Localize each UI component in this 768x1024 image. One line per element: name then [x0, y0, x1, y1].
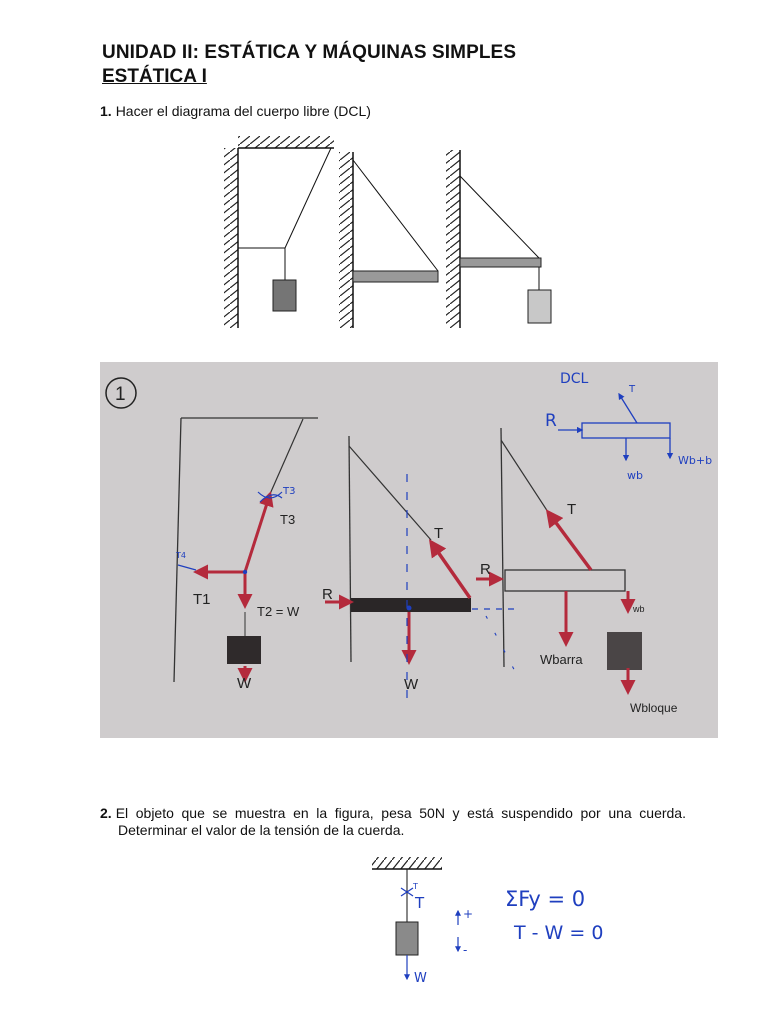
- p2-label-w: W: [414, 971, 427, 986]
- label-w-left: W: [237, 675, 252, 692]
- label-dcl: DCL: [560, 371, 589, 387]
- label-t3-top: T3: [283, 486, 296, 497]
- label-r-mid: R: [322, 586, 333, 603]
- label-r-right: R: [480, 561, 491, 578]
- label-w-bloque: Wbloque: [630, 701, 678, 715]
- p2-equation: T - W = 0: [514, 922, 604, 944]
- label-wb-dcl: wb: [627, 469, 643, 482]
- label-t3: T3: [280, 512, 296, 527]
- p2-label-minus: -: [463, 943, 468, 957]
- problem-2-block: [396, 922, 418, 955]
- p2-sum-fy: ΣFy = 0: [505, 887, 586, 911]
- label-t4: T4: [176, 551, 186, 560]
- problem-2-text: El objeto que se muestra en la figura, pesa 50N y está suspendido por una cuerda. Determinar el valor de la tensión de la cuerda.: [115, 805, 686, 838]
- label-w-barra: Wbarra: [540, 652, 583, 667]
- problem-1-text: Hacer el diagrama del cuerpo libre (DCL): [115, 103, 371, 119]
- label-t2-w: T2 = W: [257, 604, 300, 619]
- label-t-mid: T: [434, 525, 444, 542]
- p2-label-plus: +: [463, 907, 474, 921]
- label-wb-right: wb: [633, 604, 645, 614]
- unit-title: UNIDAD II: ESTÁTICA Y MÁQUINAS SIMPLES: [102, 42, 517, 63]
- problem-1-number: 1.: [100, 103, 112, 119]
- circled-number-text: 1: [115, 384, 126, 405]
- label-r-dcl: R: [545, 411, 557, 431]
- label-t-right: T: [567, 501, 577, 518]
- label-w-mid: W: [404, 676, 419, 693]
- section-title: ESTÁTICA I: [102, 66, 207, 87]
- problem-2-number: 2.: [100, 805, 112, 821]
- label-wb-total: Wb+b: [678, 454, 713, 467]
- p2-label-t-small: T: [413, 882, 418, 891]
- p2-label-t: T: [415, 894, 425, 912]
- label-t-dcl: T: [629, 384, 636, 395]
- label-t1: T1: [193, 591, 211, 608]
